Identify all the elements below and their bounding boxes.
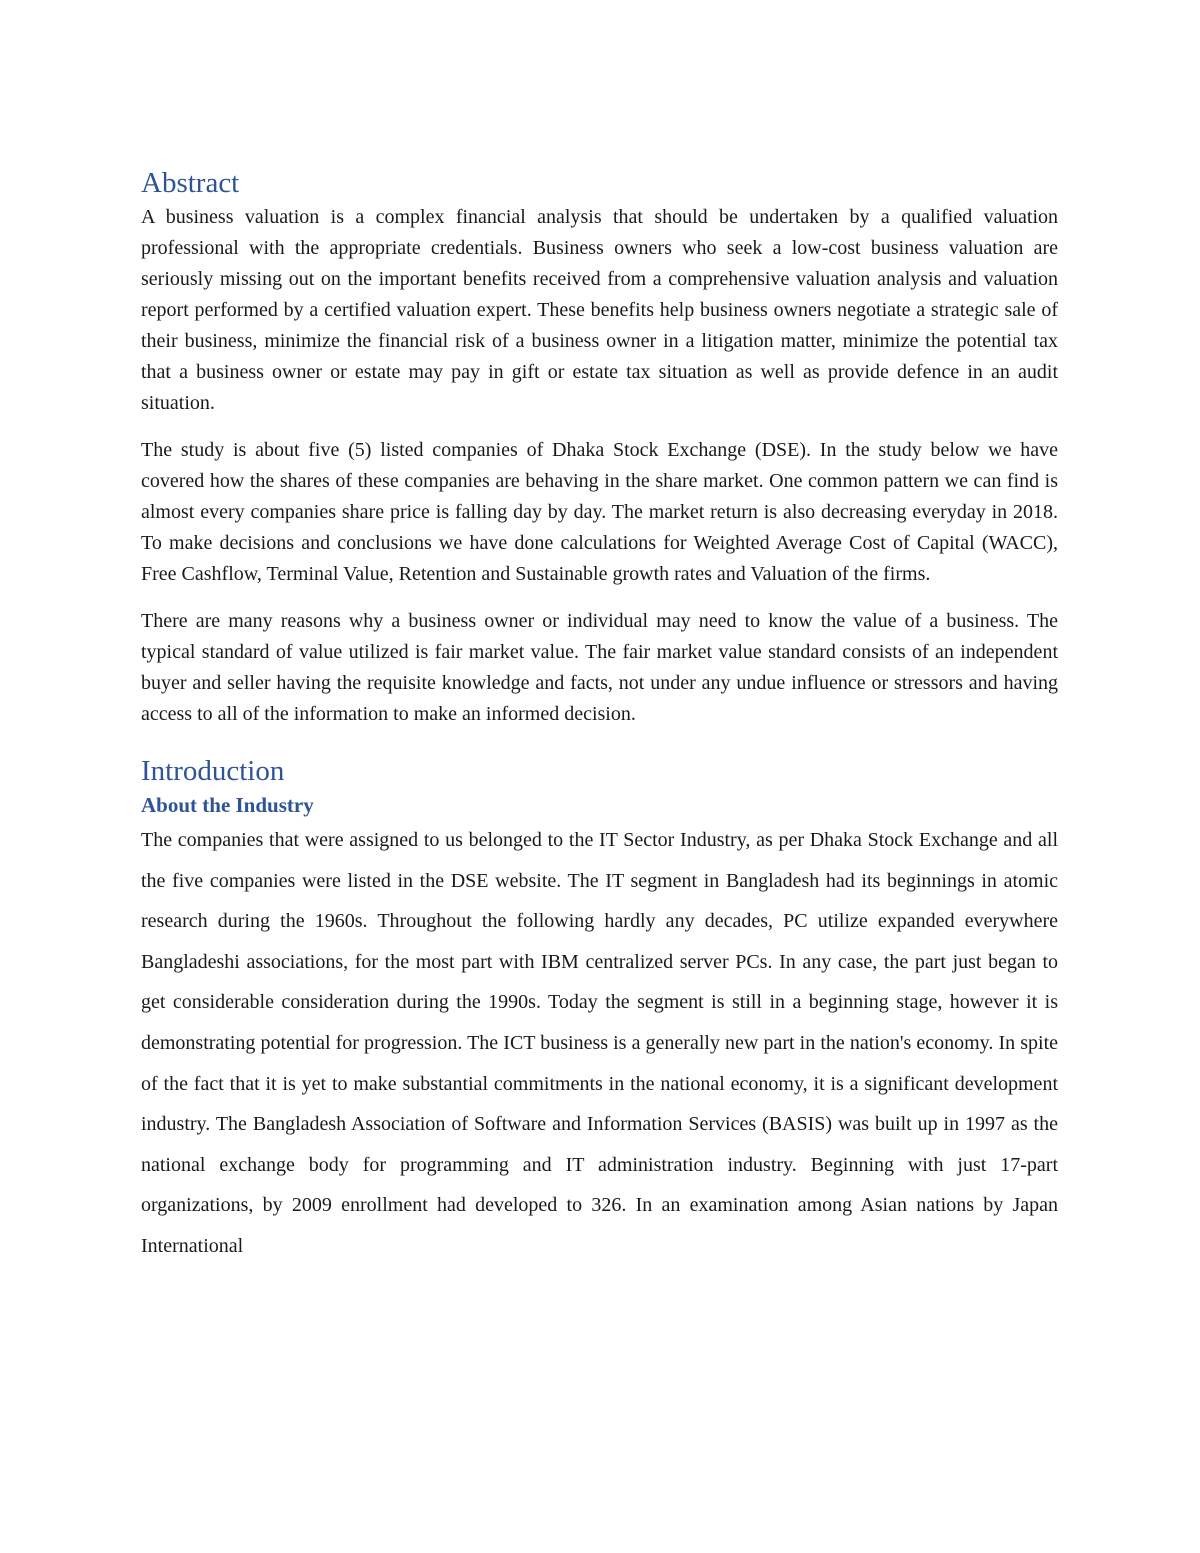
document-page xyxy=(141,164,1058,1267)
abstract-paragraph-1: A business valuation is a complex financial analysis that should be undertaken by a qualified valuation professional with the appropriate credentials. Business owners who seek a low-cost business valuation are seriously missing out on the important benefits received from a comprehensive valuation analysis and valuation report performed by a certified valuation expert. These benefits help business owners negotiate a strategic sale of their business, minimize the financial risk of a business owner in a litigation matter, minimize the potential tax that a business owner or estate may pay in gift or estate tax situation as well as provide defence in an audit situation. xyxy=(141,206,1058,414)
introduction-heading: Introduction xyxy=(141,755,285,787)
abstract-paragraph-2: The study is about five (5) listed companies of Dhaka Stock Exchange (DSE). In the study below we have covered how the shares of these companies are behaving in the share market. One common pattern we can find is almost every companies share price is falling day by day. The market return is also decreasing everyday in 2018. To make decisions and conclusions we have done calculations for Weighted Average Cost of Capital (WACC), Free Cashflow, Terminal Value, Retention and Sustainable growth rates and Valuation of the firms. xyxy=(141,439,1058,585)
abstract-paragraph-3: There are many reasons why a business owner or individual may need to know the value of a business. The typical standard of value utilized is fair market value. The fair market value standard consists of an independent buyer and seller having the requisite knowledge and facts, not under any undue influence or stressors and having access to all of the information to make an informed decision. xyxy=(141,610,1058,725)
introduction-paragraph: The companies that were assigned to us belonged to the IT Sector Industry, as per Dhaka Stock Exchange and all the five companies were listed in the DSE website. The IT segment in Bangladesh had its beginnings in atomic research during the 1960s. Throughout the following hardly any decades, PC utilize expanded everywhere Bangladeshi associations, for the most part with IBM centralized server PCs. In any case, the part just began to get considerable consideration during the 1990s. Today the segment is still in a beginning stage, however it is demonstrating potential for progression. The ICT business is a generally new part in the nation's economy. In spite of the fact that it is yet to make substantial commitments in the national economy, it is a significant development industry. The Bangladesh Association of Software and Information Services (BASIS) was built up in 1997 as the national exchange body for programming and IT administration industry. Beginning with just 17-part organizations, by 2009 enrollment had developed to 326. In an examination among Asian nations by Japan International xyxy=(141,829,1058,1257)
abstract-heading: Abstract xyxy=(141,167,240,199)
about-industry-subheading: About the Industry xyxy=(141,793,314,817)
